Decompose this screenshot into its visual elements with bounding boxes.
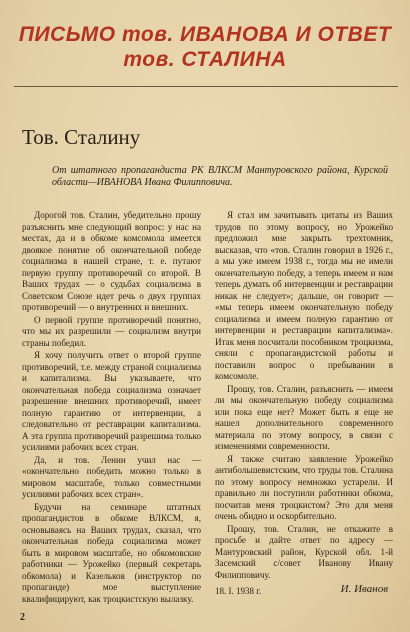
subheading: От штатного пропагандиста РК ВЛКСМ Мантуровского района, Курской области—ИВАНОВА Ивана Филипповича. [52, 165, 388, 188]
paragraph: Я стал им зачитывать цитаты из Ваших трудов по этому вопросу, но Урожейко предложил мне закрыть трехтомник, высказав, что «тов. Сталин говорил в 1926 г., а мы уже имеем 1938 г., тогда мы не имели окончательную победу, а теперь имеем и нам теперь думать об интервенции и реставрации никак не следует»; дальше, он говорит — «мы теперь имеем окончательную победу социализма и имеем полную гарантию от интервенции и реставрации капитализма». Итак меня посчитали пособником троцкизма, сняли с пропагандистской работы и поставили вопрос о пребывании в комсомоле. [215, 210, 393, 381]
salutation: Тов. Сталину [22, 125, 141, 149]
right-column [215, 210, 393, 581]
letter-date: 18. I. 1938 г. [215, 586, 262, 596]
paragraph: Да, и тов. Ленин учил нас — «окончательно победить можно только в мировом масштабе, только совместными усилиями рабочих всех стран». [22, 454, 201, 499]
paragraph: Будучи на семинаре штатных пропагандистов в обкоме ВЛКСМ, я, основываясь на Ваших трудах, сказал, что окончательная победа социализма может быть в мировом масштабе, но обкомовские работники — Урожейко (первый секретарь обкомола) и Казельков (инструктор по пропаганде) мое выступление квалифицируют, как троцкистскую вылазку. [22, 501, 201, 604]
paragraph: Я хочу получить ответ о второй группе противоречий, т.е. между страной социализма и капитализма. Вы указываете, что окончательная победа социализма означает разрешение внешних противоречий, имеет полную гарантию от интервенции, а следовательно от реставрации капитализма. А эта группа противоречий разрешима только усилиями рабочих всех стран. [22, 350, 201, 452]
paragraph: О первой группе противоречий понятно, что мы их разрешили — социализм внутри страны победил. [22, 314, 201, 348]
page-number: 2 [20, 612, 25, 623]
paragraph: Я также считаю заявление Урожейко антибольшевистским, что труды тов. Сталина по этому вопросу немножко устарели. И правильно ли поступили работники обкома, посчитав меня троцкистом? Это для меня очень обидно и оскорбительно. [215, 453, 393, 521]
headline [0, 22, 410, 72]
signature: И. Иванов [340, 583, 388, 595]
paragraph: Прошу, тов. Сталин, разъяснить — имеем ли мы окончательную победу социализма или пока еще нет? Может быть я еще не нашел дополнительного современного материала по этому вопросу, в связи с изменениями современности. [215, 383, 393, 451]
divider-rule [14, 86, 398, 87]
headline-line-1: ПИСЬМО тов. ИВАНОВА И ОТВЕТ [18, 23, 392, 46]
headline-line-2: тов. СТАЛИНА [123, 48, 287, 71]
left-column [22, 210, 201, 605]
paragraph: Дорогой тов. Сталин, убедительно прошу разъяснить мне следующий вопрос: у нас на местах, да и в обкоме комсомола имеется двоякое понятие об окончательной победе социализма в нашей стране, т. е. путают первую группу противоречий со второй. В Ваших трудах — о судьбах социализма в Советском Союзе идет речь о двух группах противоречий — о внутренних и внешних. [22, 210, 201, 312]
paragraph: Прошу, тов. Сталин, не откажите в просьбе и дайте ответ по адресу — Мантуровский район, Курской обл. 1-й Засемский с/совет Иванову Ивану Филипповичу. [215, 523, 393, 580]
